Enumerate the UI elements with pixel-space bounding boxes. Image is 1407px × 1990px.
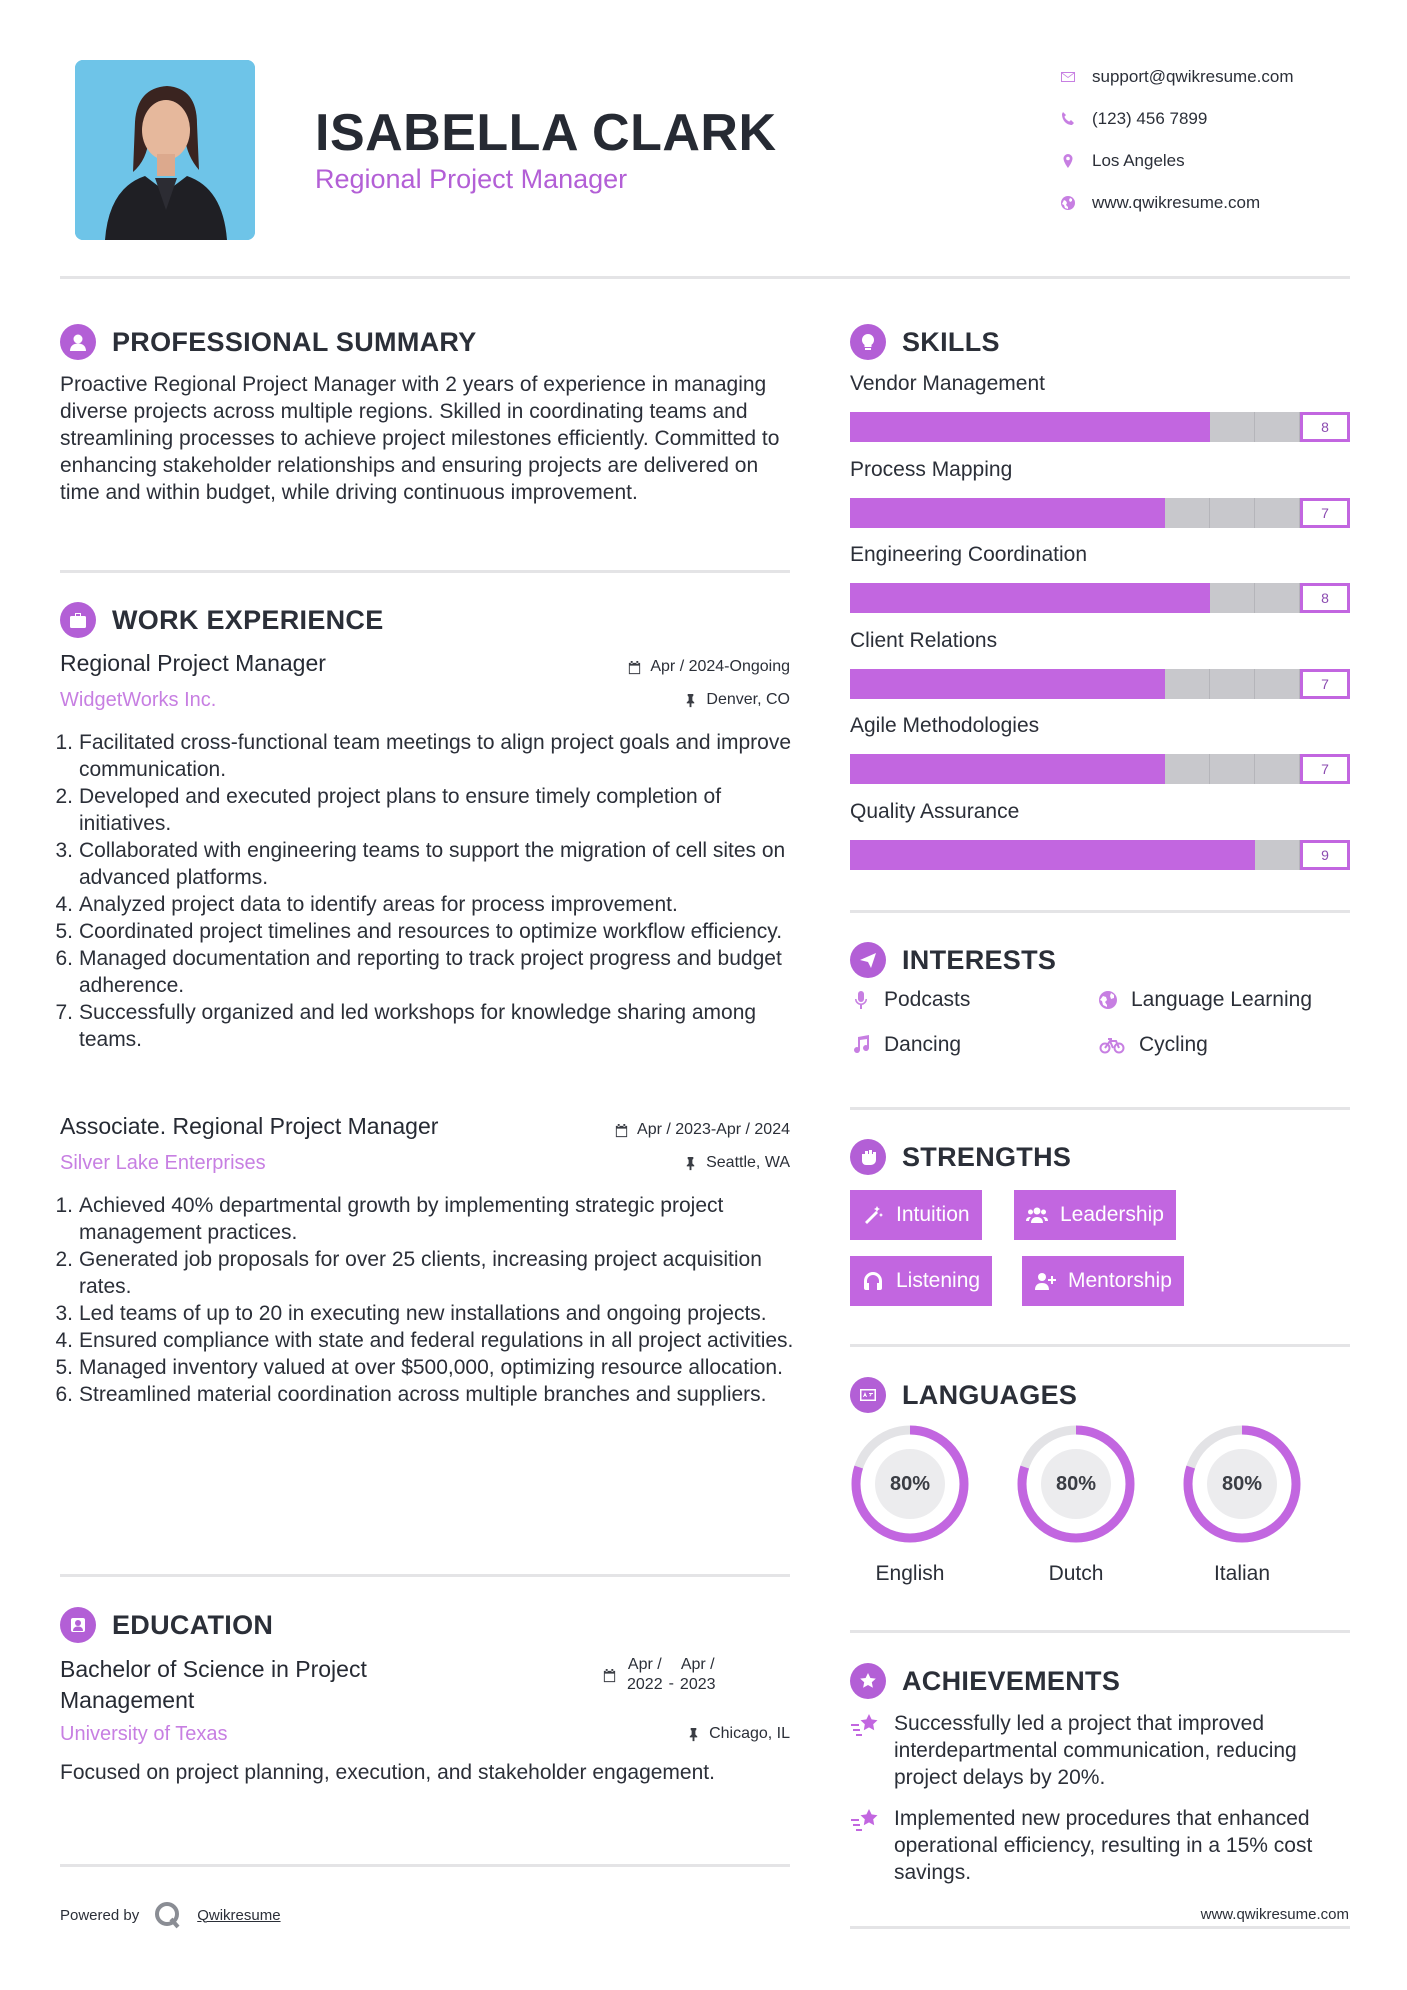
- list-item: 4. Analyzed project data to identify areas for process improvement.: [55, 893, 678, 916]
- language-percent: 80%: [889, 1472, 931, 1495]
- list-item: 5. Coordinated project timelines and resources to optimize workflow efficiency.: [55, 920, 783, 943]
- list-item: 4. Ensured compliance with state and federal regulations in all project activities.: [55, 1329, 794, 1352]
- list-item: 6. Streamlined material coordination across multiple branches and suppliers.: [55, 1383, 767, 1406]
- skill-item: [850, 629, 1350, 699]
- powered-by-label: Powered by: [60, 1906, 140, 1924]
- skill-bar: [850, 498, 1350, 528]
- footer-divider: [850, 1926, 1350, 1929]
- job-2-title: Associate. Regional Project Manager: [60, 1113, 439, 1139]
- candidate-name: ISABELLA CLARK: [315, 104, 777, 162]
- strength-label: Listening: [896, 1269, 981, 1292]
- strengths-divider: [850, 1344, 1350, 1347]
- job-1-dates-text: Apr / 2024-Ongoing: [650, 658, 790, 675]
- education-start-year: 2022: [627, 1676, 663, 1693]
- strength-chip-intuition: [850, 1190, 982, 1240]
- job-1-location-text: Denver, CO: [706, 691, 790, 708]
- skill-name: Client Relations: [850, 628, 998, 652]
- education-start-month: Apr /: [627, 1656, 662, 1673]
- list-item: 1. Achieved 40% departmental growth by implementing strategic project management practices.: [55, 1194, 724, 1244]
- skill-item: [850, 714, 1350, 784]
- work-heading: [60, 602, 384, 638]
- education-location: [500, 1725, 790, 1743]
- skill-name: Quality Assurance: [850, 799, 1020, 823]
- job-2-dates: [500, 1121, 790, 1139]
- skills-title: SKILLS: [902, 326, 1000, 357]
- education-divider: [60, 1864, 790, 1867]
- list-item: 3. Collaborated with engineering teams to support the migration of cell sites on advanced platforms.: [55, 839, 786, 889]
- interest-language-learning: [1097, 988, 1312, 1012]
- list-item: 3. Led teams of up to 20 in executing new installations and ongoing projects.: [55, 1302, 767, 1325]
- skill-bar: [850, 669, 1350, 699]
- education-location-text: Chicago, IL: [709, 1725, 790, 1742]
- language-item: [1016, 1424, 1136, 1586]
- job-2-company: Silver Lake Enterprises: [60, 1152, 266, 1174]
- education-end-month: Apr /: [680, 1656, 715, 1673]
- list-item: 6. Managed documentation and reporting to track project progress and budget adherence.: [55, 947, 782, 997]
- work-divider: [60, 1574, 790, 1577]
- achievement-item: [850, 1805, 1330, 1886]
- skill-bar-fill: [850, 498, 1165, 528]
- skill-level: 8: [1300, 412, 1350, 442]
- education-title: EDUCATION: [112, 1609, 274, 1640]
- language-name: Dutch: [1048, 1562, 1104, 1585]
- skill-name: Engineering Coordination: [850, 543, 1087, 566]
- language-name: Italian: [1213, 1562, 1271, 1585]
- interest-dancing: [850, 1033, 961, 1057]
- education-dates: [602, 1655, 716, 1695]
- qwikresume-logo-icon: [153, 1900, 183, 1930]
- skill-level: 9: [1300, 840, 1350, 870]
- education-end-year: 2023: [679, 1676, 716, 1693]
- pushpin-icon: [686, 1727, 701, 1742]
- strengths-title: STRENGTHS: [902, 1141, 1072, 1172]
- shooting-star-icon: [850, 1807, 880, 1833]
- strength-label: Intuition: [896, 1203, 970, 1226]
- user-plus-icon: [1034, 1270, 1056, 1292]
- lightbulb-icon: [850, 324, 886, 360]
- language-percent: 80%: [1221, 1472, 1263, 1495]
- bicycle-icon: [1097, 1034, 1127, 1056]
- calendar-icon: [614, 1123, 629, 1138]
- strengths-heading: [850, 1139, 1071, 1175]
- summary-title: PROFESSIONAL SUMMARY: [112, 326, 477, 357]
- summary-divider: [60, 570, 790, 573]
- skill-bar-fill: [850, 669, 1165, 699]
- summary-text: Proactive Regional Project Manager with 2 years of experience in managing diverse projects across multiple regions. Skilled in coordinating teams and streamlining processes to achieve project milestones efficiently. Committed to enhancing stakeholder relationships and ensuring projects are delivered on time and within budget, while driving continuous improvement.: [60, 373, 780, 504]
- star-badge-icon: [850, 1663, 886, 1699]
- microphone-icon: [850, 989, 872, 1011]
- job-1-title: Regional Project Manager: [60, 650, 326, 676]
- interests-title: INTERESTS: [902, 944, 1057, 975]
- job-1-company: WidgetWorks Inc.: [60, 689, 217, 711]
- strength-chip-listening: [850, 1256, 992, 1306]
- briefcase-icon: [60, 602, 96, 638]
- language-item: [850, 1424, 970, 1586]
- profile-photo: [75, 60, 255, 240]
- skills-divider: [850, 910, 1350, 913]
- skill-name: Process Mapping: [850, 457, 1013, 481]
- envelope-icon: [1050, 69, 1086, 85]
- skill-bar: [850, 583, 1350, 613]
- contact-email-text: support@qwikresume.com: [1092, 67, 1294, 86]
- list-item: 1. Facilitated cross-functional team meetings to align project goals and improve communication.: [55, 731, 792, 781]
- skill-item: [850, 372, 1350, 442]
- list-item: 2. Developed and executed project plans to ensure timely completion of initiatives.: [55, 785, 722, 835]
- contact-phone-text: (123) 456 7899: [1092, 109, 1208, 128]
- job-2-location-text: Seattle, WA: [706, 1154, 790, 1171]
- skill-bar: [850, 754, 1350, 784]
- skill-name: Vendor Management: [850, 372, 1045, 395]
- language-card-icon: [850, 1377, 886, 1413]
- skill-item: [850, 800, 1350, 870]
- paper-plane-icon: [850, 942, 886, 978]
- job-2-bullets: [55, 1192, 795, 1408]
- footer-site[interactable]: www.qwikresume.com: [1200, 1906, 1349, 1923]
- brand-link[interactable]: Qwikresume: [197, 1906, 281, 1924]
- interest-label: Dancing: [884, 1033, 962, 1056]
- skill-level: 7: [1300, 754, 1350, 784]
- list-item: 2. Generated job proposals for over 25 clients, increasing project acquisition rates.: [55, 1248, 762, 1298]
- user-icon: [60, 324, 96, 360]
- music-note-icon: [850, 1034, 872, 1056]
- phone-icon: [1050, 111, 1086, 127]
- headphones-icon: [862, 1270, 884, 1292]
- shooting-star-icon: [850, 1712, 880, 1738]
- interest-label: Cycling: [1139, 1033, 1208, 1056]
- contact-website-text: www.qwikresume.com: [1092, 193, 1261, 212]
- interest-label: Podcasts: [884, 988, 971, 1011]
- strength-chip-leadership: [1014, 1190, 1176, 1240]
- header-divider: [60, 276, 1350, 279]
- job-2-dates-text: Apr / 2023-Apr / 2024: [637, 1121, 790, 1138]
- education-start: [627, 1655, 663, 1695]
- list-item: 7. Successfully organized and led workshops for knowledge sharing among teams.: [55, 1001, 757, 1051]
- calendar-icon: [602, 1668, 617, 1683]
- contact-website[interactable]: [1050, 182, 1380, 224]
- strength-chip-mentorship: [1022, 1256, 1184, 1306]
- degree-line-2: Management: [60, 1687, 195, 1713]
- globe-icon: [1097, 989, 1119, 1011]
- job-1-bullets: [55, 729, 795, 1053]
- languages-title: LANGUAGES: [902, 1379, 1078, 1410]
- achievement-item: [850, 1710, 1330, 1791]
- education-description: Focused on project planning, execution, and stakeholder engagement.: [60, 1761, 715, 1784]
- education-date-dash: -: [668, 1675, 674, 1692]
- strength-label: Leadership: [1060, 1203, 1164, 1226]
- summary-heading: [60, 324, 477, 360]
- skill-bar-fill: [850, 840, 1255, 870]
- interest-label: Language Learning: [1131, 988, 1313, 1011]
- skill-item: [850, 543, 1350, 613]
- skill-bar: [850, 840, 1350, 870]
- language-name: English: [875, 1562, 945, 1585]
- interest-cycling: [1097, 1033, 1208, 1057]
- graduation-icon: [60, 1607, 96, 1643]
- skill-bar-fill: [850, 583, 1210, 613]
- achievement-text: Implemented new procedures that enhanced operational efficiency, resulting in a 15% cost savings.: [894, 1807, 1313, 1884]
- achievements-title: ACHIEVEMENTS: [902, 1665, 1121, 1696]
- calendar-icon: [627, 660, 642, 675]
- achievements-heading: [850, 1663, 1120, 1699]
- contact-location: [1050, 140, 1380, 182]
- users-icon: [1026, 1204, 1048, 1226]
- skill-bar-fill: [850, 754, 1165, 784]
- contact-phone[interactable]: [1050, 98, 1380, 140]
- languages-divider: [850, 1630, 1350, 1633]
- powered-by: [60, 1900, 281, 1930]
- school: University of Texas: [60, 1723, 228, 1745]
- list-item: 5. Managed inventory valued at over $500,000, optimizing resource allocation.: [55, 1356, 783, 1379]
- achievement-text: Successfully led a project that improved interdepartmental communication, reducing project delays by 20%.: [894, 1712, 1297, 1789]
- job-1-location: [500, 691, 790, 709]
- skill-level: 7: [1300, 669, 1350, 699]
- skills-heading: [850, 324, 1000, 360]
- degree-line-1: Bachelor of Science in Project: [60, 1656, 367, 1682]
- skill-level: 8: [1300, 583, 1350, 613]
- education-end: [680, 1655, 716, 1695]
- degree: [60, 1654, 367, 1716]
- pushpin-icon: [683, 693, 698, 708]
- interests-heading: [850, 942, 1056, 978]
- globe-icon: [1050, 195, 1086, 211]
- contact-location-text: Los Angeles: [1092, 151, 1185, 170]
- pushpin-icon: [683, 1156, 698, 1171]
- job-1-dates: [500, 658, 790, 676]
- map-pin-icon: [1050, 153, 1086, 169]
- language-item: [1182, 1424, 1302, 1586]
- skill-level: 7: [1300, 498, 1350, 528]
- work-title: WORK EXPERIENCE: [112, 604, 384, 635]
- strength-label: Mentorship: [1068, 1269, 1172, 1292]
- interests-divider: [850, 1107, 1350, 1110]
- education-heading: [60, 1607, 273, 1643]
- job-2-location: [500, 1154, 790, 1172]
- interest-podcasts: [850, 988, 970, 1012]
- languages-heading: [850, 1377, 1077, 1413]
- skill-item: [850, 458, 1350, 528]
- skill-bar-fill: [850, 412, 1210, 442]
- fist-icon: [850, 1139, 886, 1175]
- language-percent: 80%: [1055, 1472, 1097, 1495]
- contact-block: [1050, 56, 1380, 224]
- magic-wand-icon: [862, 1204, 884, 1226]
- contact-email[interactable]: [1050, 56, 1380, 98]
- candidate-title: Regional Project Manager: [315, 164, 628, 194]
- skill-name: Agile Methodologies: [850, 714, 1040, 737]
- skill-bar: [850, 412, 1350, 442]
